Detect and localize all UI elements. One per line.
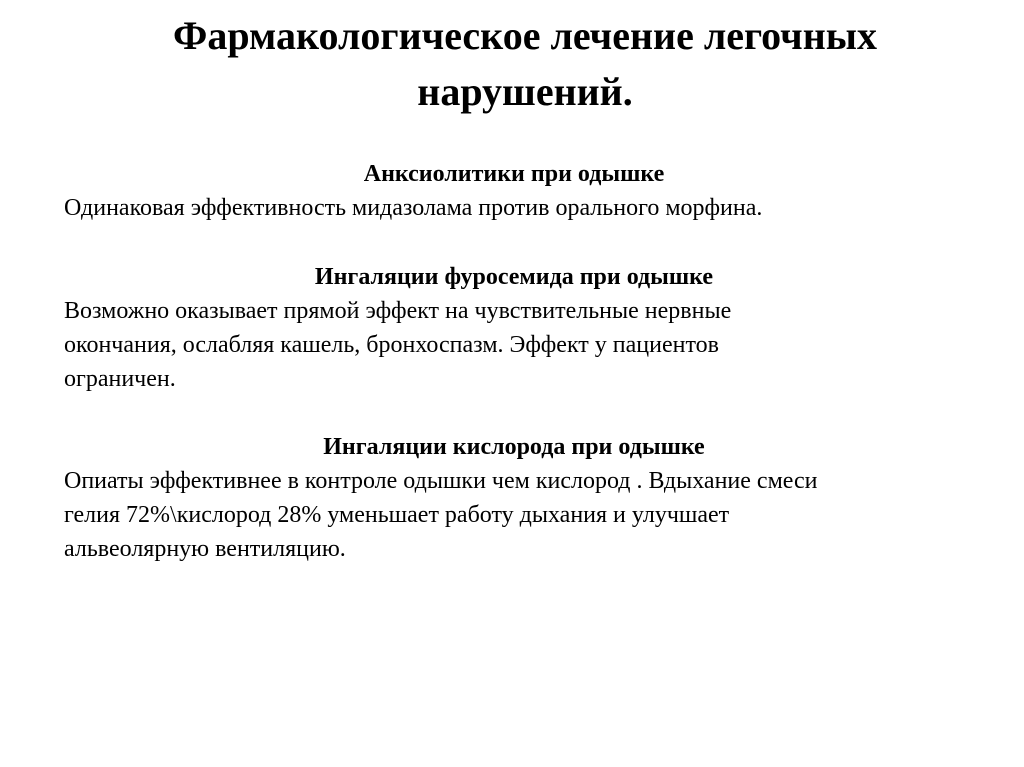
section-heading: Ингаляции кислорода при одышке bbox=[323, 434, 705, 460]
section-heading: Ингаляции фуросемида при одышке bbox=[314, 264, 714, 290]
slide-title: Фармакологическое лечение легочных нарушений. bbox=[173, 13, 877, 114]
section-heading: Анксиолитики при одышке bbox=[363, 161, 665, 187]
section-furosemide bbox=[64, 260, 964, 396]
section-anxiolytics bbox=[64, 157, 964, 225]
section-body: Возможно оказывает прямой эффект на чувствительные нервные окончания, ослабляя кашель, бронхоспазм. Эффект у пациентов ограничен. bbox=[64, 298, 732, 392]
section-oxygen bbox=[64, 430, 964, 566]
section-body: Опиаты эффективнее в контроле одышки чем кислород . Вдыхание смеси гелия 72%\кислород 28% уменьшает работу дыхания и улучшает альвеолярную вентиляцию. bbox=[64, 468, 818, 562]
section-body: Одинаковая эффективность мидазолама против орального морфина. bbox=[64, 195, 763, 221]
